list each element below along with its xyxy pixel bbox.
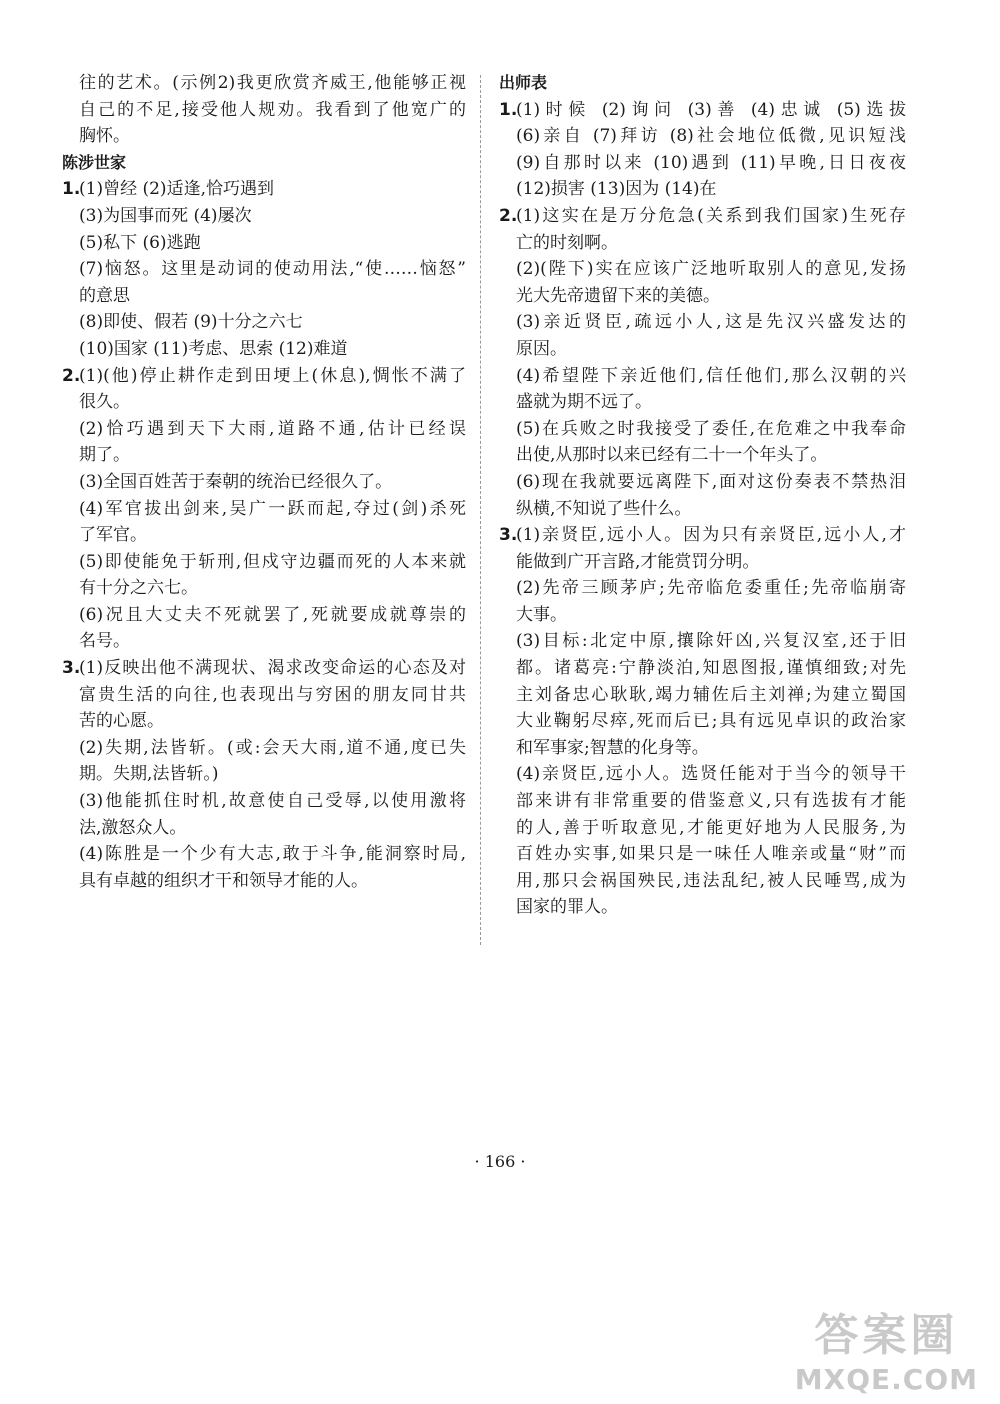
- text-line: (5)在兵败之时我接受了委任,在危难之中我奉命: [516, 418, 906, 439]
- text-line: 期了。: [79, 445, 130, 466]
- text-line: 的意思: [79, 285, 130, 306]
- question-3: [499, 522, 906, 921]
- left-column: [62, 70, 466, 894]
- question-number: 3.: [62, 658, 81, 679]
- text-line: 纵横,不知说了些什么。: [516, 498, 692, 519]
- question-3: [62, 655, 466, 894]
- text-line: 大业鞠躬尽瘁,死而后已;具有远见卓识的政治家: [516, 711, 906, 732]
- text-line: (10)国家 (11)考虑、思索 (12)难道: [79, 338, 348, 359]
- text-line: 都。诸葛亮:宁静淡泊,知恩图报,谨慎细致;对先: [516, 658, 906, 679]
- text-line: 能做到广开言路,才能赏罚分明。: [516, 551, 760, 572]
- text-line: 部来讲有非常重要的借鉴意义,只有选拔有才能: [516, 791, 906, 812]
- text-line: 法,激怒众人。: [79, 817, 187, 838]
- text-line: (8)即使、假若 (9)十分之六七: [79, 312, 303, 333]
- text-line: 盛就为期不远了。: [516, 392, 652, 413]
- text-line: (1)这实在是万分危急(关系到我们国家)生死存: [516, 205, 906, 226]
- text-line: 国家的罪人。: [516, 897, 618, 918]
- text-line: 了军官。: [79, 525, 147, 546]
- text-line: 富贵生活的向往,也表现出与穷困的朋友同甘共: [79, 684, 466, 705]
- text-line: 百姓办实事,如果只是一味任人唯亲或量“财”而: [516, 844, 906, 865]
- question-1: [499, 97, 906, 203]
- question-2: [62, 363, 466, 656]
- question-number: 3.: [499, 525, 518, 546]
- text-line: 自己的不足,接受他人规劝。我看到了他宽广的: [79, 99, 466, 120]
- text-line: (1)时候 (2)询问 (3)善 (4)忠诚 (5)选拔: [516, 99, 906, 120]
- text-line: (5)即使能免于斩刑,但戍守边疆而死的人本来就: [79, 551, 466, 572]
- text-line: (1)(他)停止耕作走到田埂上(休息),惆怅不满了: [79, 365, 466, 386]
- text-line: (1)反映出他不满现状、渴求改变命运的心态及对: [79, 658, 466, 679]
- text-line: 用,那只会祸国殃民,违法乱纪,被人民唾骂,成为: [516, 870, 906, 891]
- text-line: (2)失期,法皆斩。(或:会天大雨,道不通,度已失: [79, 737, 466, 758]
- text-line: 原因。: [516, 338, 567, 359]
- watermark-site-text: MXQE.COM: [794, 1363, 978, 1396]
- text-line: (3)亲近贤臣,疏远小人,这是先汉兴盛发达的: [516, 312, 906, 333]
- question-number: 1.: [62, 179, 81, 200]
- text-line: (4)希望陛下亲近他们,信任他们,那么汉朝的兴: [516, 365, 906, 386]
- question-2: [499, 203, 906, 522]
- text-line: (3)目标:北定中原,攘除奸凶,兴复汉室,还于旧: [516, 631, 906, 652]
- question-number: 1.: [499, 99, 518, 120]
- text-line: 苦的心愿。: [79, 711, 164, 732]
- text-line: (6)况且大丈夫不死就罢了,死就要成就尊崇的: [79, 604, 466, 625]
- text-line: (5)私下 (6)逃跑: [79, 232, 201, 253]
- text-line: (2)恰巧遇到天下大雨,道路不通,估计已经误: [79, 418, 466, 439]
- text-line: (4)军官拔出剑来,吴广一跃而起,夺过(剑)杀死: [79, 498, 466, 519]
- text-line: 很久。: [79, 392, 130, 413]
- text-line: (1)亲贤臣,远小人。因为只有亲贤臣,远小人,才: [516, 525, 906, 546]
- text-line: (1)曾经 (2)适逢,恰巧遇到: [79, 179, 274, 200]
- page-number: · 166 ·: [474, 1152, 526, 1171]
- question-number: 2.: [62, 365, 81, 386]
- text-line: 出使,从那时以来已经有二十一个年头了。: [516, 445, 828, 466]
- text-line: 期。失期,法皆斩。): [79, 764, 219, 785]
- intro-paragraph: [62, 70, 466, 150]
- text-line: (9)自那时以来 (10)遇到 (11)早晚,日日夜夜: [516, 152, 906, 173]
- text-line: 的人,善于听取意见,才能更好地为人民服务,为: [516, 817, 906, 838]
- text-line: 胸怀。: [79, 126, 130, 147]
- section-title-chushibiao: 出师表: [499, 73, 548, 92]
- text-line: 具有卓越的组织才干和领导才能的人。: [79, 870, 368, 891]
- text-line: 和军事家;智慧的化身等。: [516, 737, 709, 758]
- text-line: 大事。: [516, 604, 567, 625]
- text-line: (7)恼怒。这里是动词的使动用法,“使……恼怒”: [79, 259, 466, 280]
- right-column: [499, 70, 906, 921]
- text-line: (3)为国事而死 (4)屡次: [79, 205, 252, 226]
- text-line: (12)损害 (13)因为 (14)在: [516, 179, 717, 200]
- text-line: (3)全国百姓苦于秦朝的统治已经很久了。: [79, 471, 393, 492]
- text-line: (2)先帝三顾茅庐;先帝临危委重任;先帝临崩寄: [516, 578, 906, 599]
- text-line: 有十分之六七。: [79, 578, 198, 599]
- text-line: (3)他能抓住时机,故意使自己受辱,以使用激将: [79, 791, 466, 812]
- text-line: (4)亲贤臣,远小人。选贤任能对于当今的领导干: [516, 764, 906, 785]
- text-line: 主刘备忠心耿耿,竭力辅佐后主刘禅;为建立蜀国: [516, 684, 906, 705]
- text-line: 往的艺术。(示例2)我更欣赏齐威王,他能够正视: [79, 73, 466, 93]
- column-divider: [480, 75, 481, 945]
- question-number: 2.: [499, 205, 518, 226]
- text-line: (2)(陛下)实在应该广泛地听取别人的意见,发扬: [516, 259, 906, 280]
- text-line: (4)陈胜是一个少有大志,敢于斗争,能洞察时局,: [79, 844, 466, 865]
- text-line: 亡的时刻啊。: [516, 232, 618, 253]
- watermark-logo-text: 答案圈: [814, 1310, 959, 1361]
- text-line: 光大先帝遗留下来的美德。: [516, 285, 720, 306]
- text-line: (6)亲自 (7)拜访 (8)社会地位低微,见识短浅: [516, 126, 906, 147]
- text-line: (6)现在我就要远离陛下,面对这份奏表不禁热泪: [516, 471, 906, 492]
- question-1: [62, 176, 466, 362]
- section-title-chenshe: 陈涉世家: [62, 152, 127, 172]
- watermark: [795, 1299, 978, 1396]
- text-line: 名号。: [79, 631, 130, 652]
